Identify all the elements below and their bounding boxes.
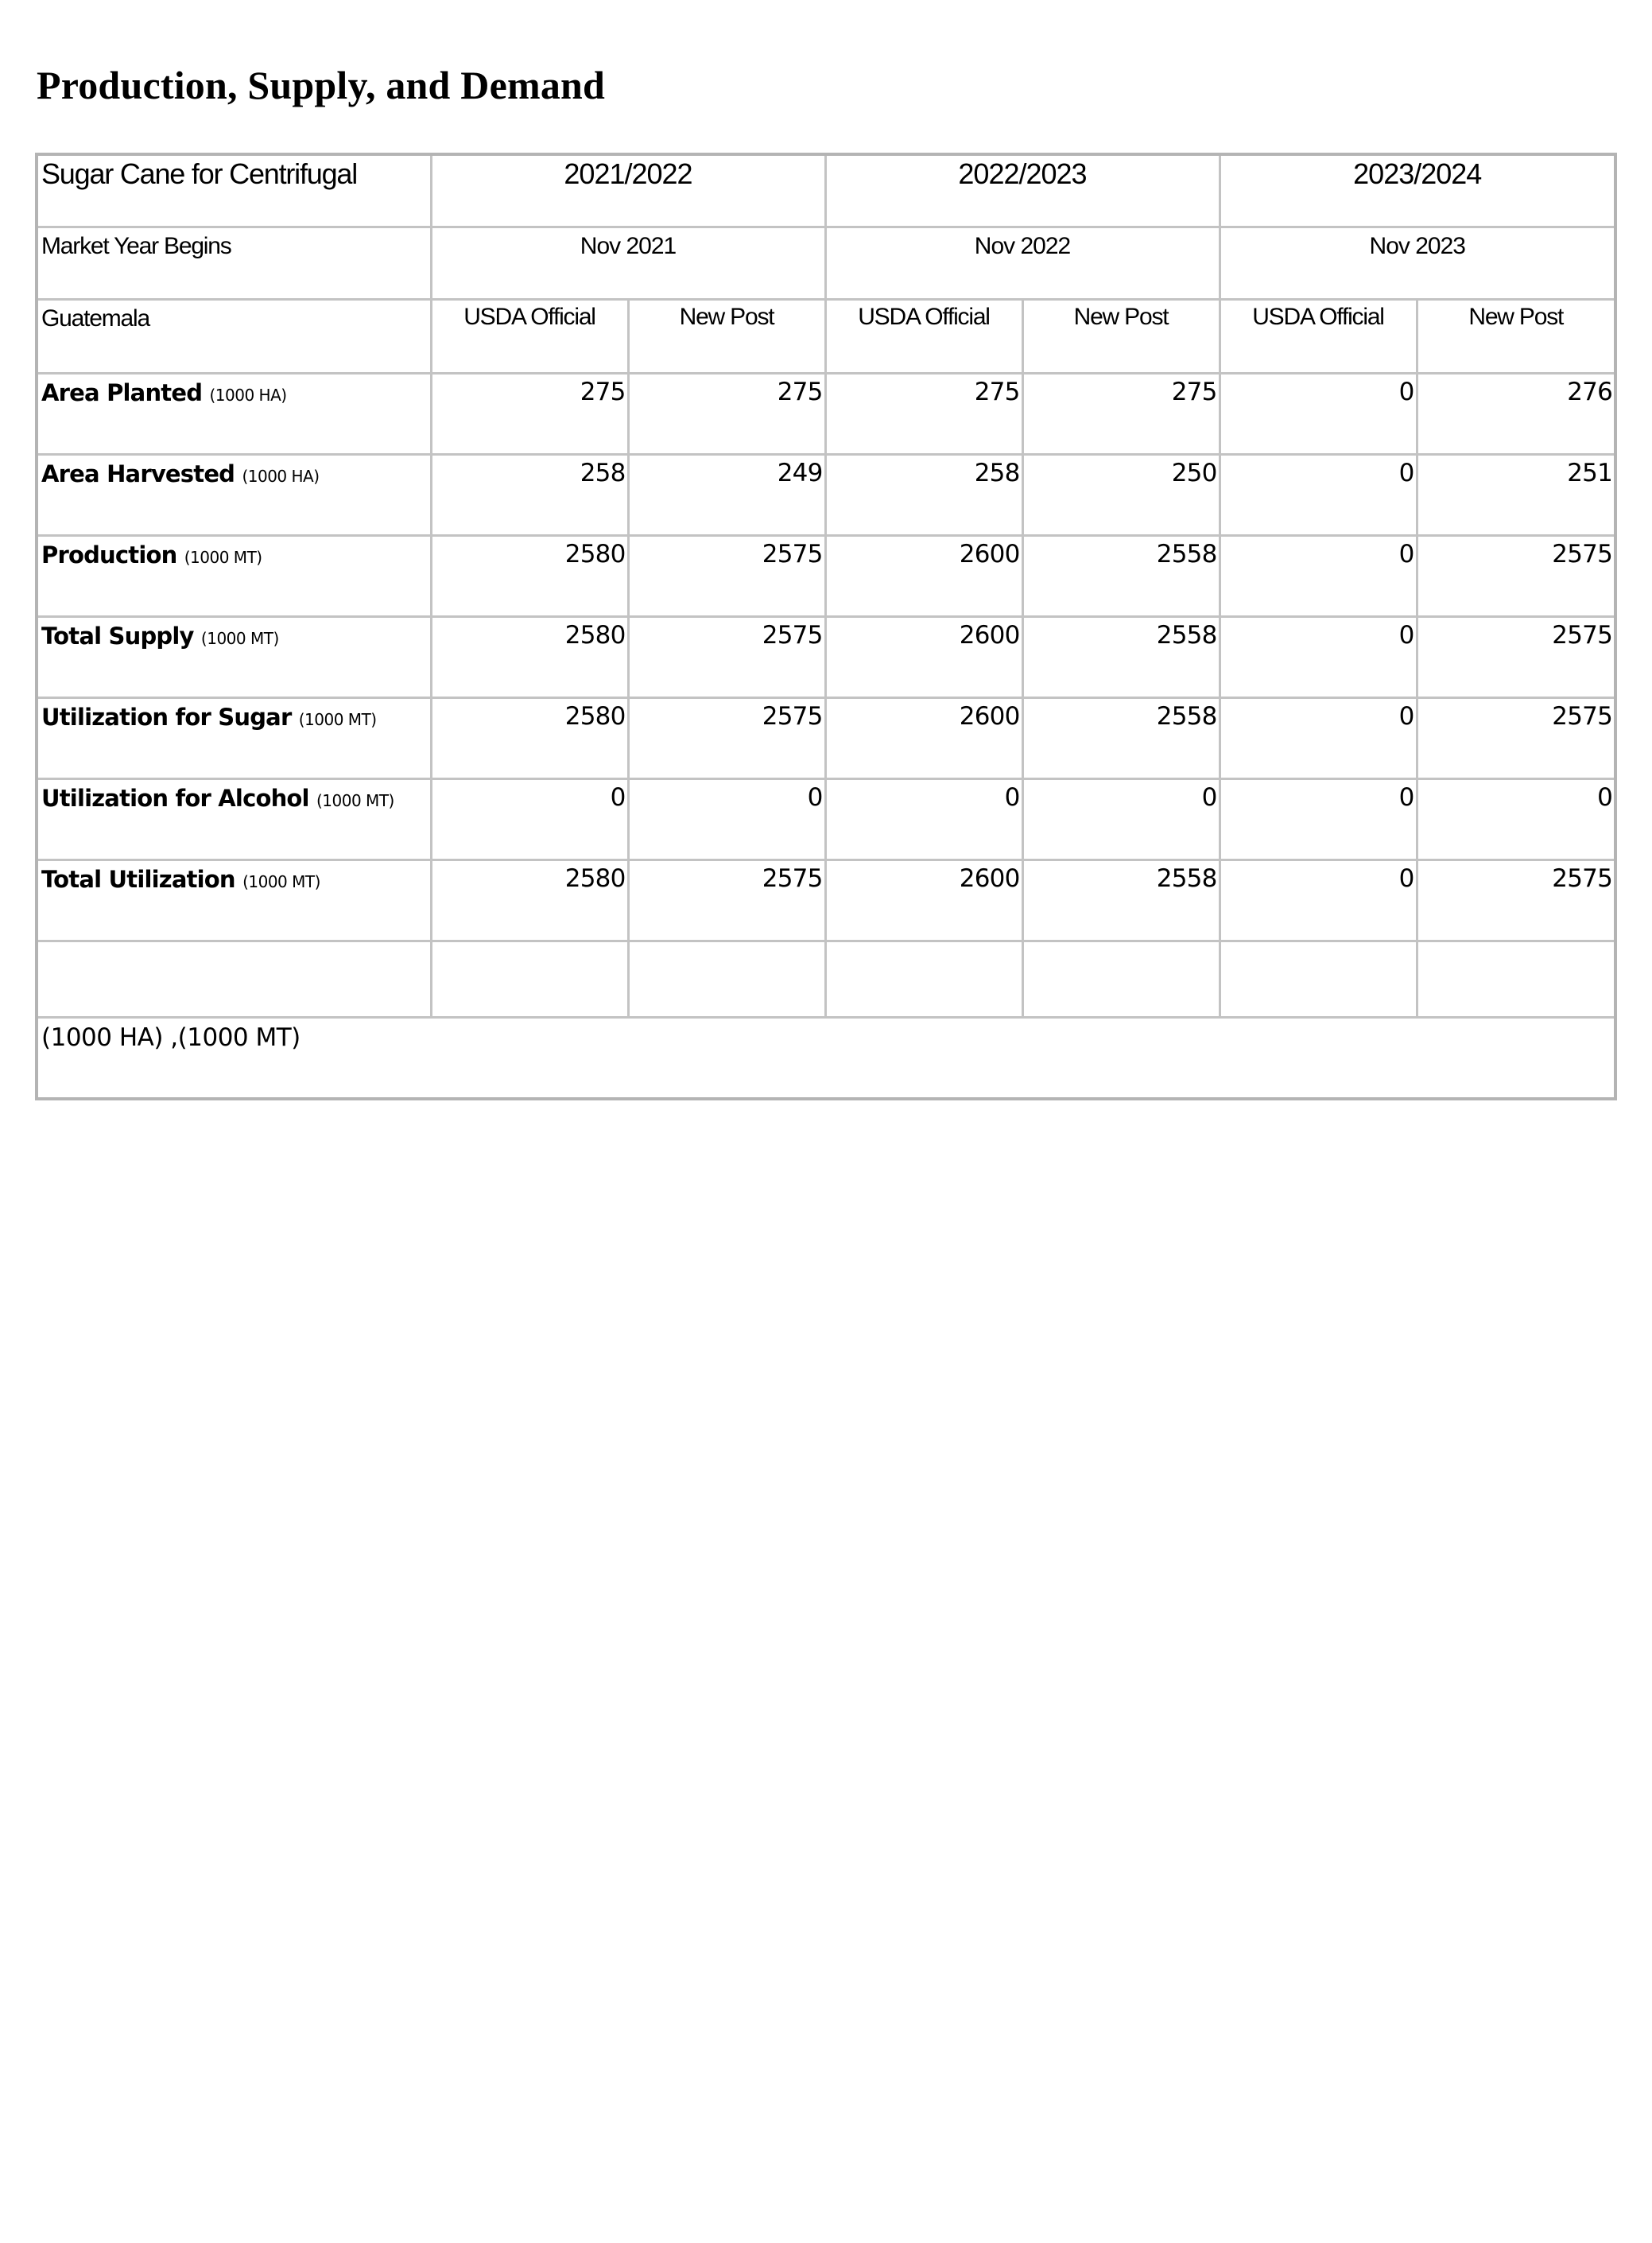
value-cell: 276 xyxy=(1417,374,1615,455)
attribute-name: Utilization for Sugar xyxy=(41,704,292,731)
value-cell: 2575 xyxy=(628,536,825,617)
value-cell: 0 xyxy=(825,779,1022,860)
value-cell: 2558 xyxy=(1022,698,1220,779)
value-cell: 0 xyxy=(1220,536,1417,617)
market-year-begins: Nov 2021 xyxy=(431,227,825,300)
market-year-label: Market Year Begins xyxy=(37,227,431,300)
column-header: New Post xyxy=(628,300,825,374)
attribute-unit: (1000 MT) xyxy=(200,629,279,648)
value-cell: 2558 xyxy=(1022,617,1220,698)
table-row xyxy=(37,698,1615,779)
value-cell: 0 xyxy=(1220,455,1417,536)
empty-row xyxy=(37,941,1615,1018)
value-cell: 2575 xyxy=(1417,860,1615,941)
value-cell: 2575 xyxy=(1417,698,1615,779)
value-cell: 0 xyxy=(1417,779,1615,860)
value-cell: 2600 xyxy=(825,860,1022,941)
value-cell: 0 xyxy=(628,779,825,860)
empty-cell xyxy=(628,941,825,1018)
header-row-market-year xyxy=(37,227,1615,300)
value-cell: 0 xyxy=(431,779,628,860)
column-header: USDA Official xyxy=(431,300,628,374)
attribute-unit: (1000 HA) xyxy=(209,386,287,405)
table-row xyxy=(37,860,1615,941)
commodity-label: Sugar Cane for Centrifugal xyxy=(37,154,431,227)
value-cell: 2558 xyxy=(1022,860,1220,941)
attribute-cell xyxy=(37,779,431,860)
attribute-name: Utilization for Alcohol xyxy=(41,785,309,812)
attribute-unit: (1000 MT) xyxy=(184,548,262,567)
table-row xyxy=(37,536,1615,617)
value-cell: 258 xyxy=(825,455,1022,536)
value-cell: 2600 xyxy=(825,536,1022,617)
value-cell: 2575 xyxy=(1417,617,1615,698)
attribute-unit: (1000 HA) xyxy=(242,467,320,486)
header-row-columns xyxy=(37,300,1615,374)
column-header: USDA Official xyxy=(1220,300,1417,374)
value-cell: 2580 xyxy=(431,698,628,779)
attribute-cell xyxy=(37,617,431,698)
table-row xyxy=(37,617,1615,698)
value-cell: 0 xyxy=(1220,617,1417,698)
attribute-name: Total Utilization xyxy=(41,866,235,893)
value-cell: 2580 xyxy=(431,536,628,617)
market-year-begins: Nov 2023 xyxy=(1220,227,1615,300)
attribute-name: Area Harvested xyxy=(41,460,235,487)
value-cell: 2575 xyxy=(628,617,825,698)
empty-cell xyxy=(1220,941,1417,1018)
value-cell: 0 xyxy=(1022,779,1220,860)
attribute-name: Area Planted xyxy=(41,379,203,406)
value-cell: 275 xyxy=(628,374,825,455)
empty-cell xyxy=(1417,941,1615,1018)
page-title: Production, Supply, and Demand xyxy=(37,63,606,107)
value-cell: 2600 xyxy=(825,617,1022,698)
column-header: USDA Official xyxy=(825,300,1022,374)
attribute-cell xyxy=(37,374,431,455)
table-row xyxy=(37,779,1615,860)
attribute-name: Total Supply xyxy=(41,623,194,650)
value-cell: 2575 xyxy=(1417,536,1615,617)
value-cell: 2580 xyxy=(431,617,628,698)
value-cell: 250 xyxy=(1022,455,1220,536)
value-cell: 0 xyxy=(1220,860,1417,941)
value-cell: 275 xyxy=(431,374,628,455)
value-cell: 275 xyxy=(1022,374,1220,455)
value-cell: 2558 xyxy=(1022,536,1220,617)
header-row-years xyxy=(37,154,1615,227)
attribute-cell xyxy=(37,698,431,779)
empty-cell xyxy=(825,941,1022,1018)
column-header: New Post xyxy=(1022,300,1220,374)
attribute-unit: (1000 MT) xyxy=(242,872,320,891)
value-cell: 0 xyxy=(1220,698,1417,779)
value-cell: 258 xyxy=(431,455,628,536)
psd-table xyxy=(35,153,1617,1100)
value-cell: 0 xyxy=(1220,779,1417,860)
units-footnote: (1000 HA) ,(1000 MT) xyxy=(37,1018,1615,1100)
value-cell: 0 xyxy=(1220,374,1417,455)
table-row xyxy=(37,374,1615,455)
empty-cell xyxy=(431,941,628,1018)
value-cell: 2575 xyxy=(628,698,825,779)
empty-cell xyxy=(37,941,431,1018)
attribute-cell xyxy=(37,860,431,941)
value-cell: 249 xyxy=(628,455,825,536)
attribute-cell xyxy=(37,455,431,536)
empty-cell xyxy=(1022,941,1220,1018)
value-cell: 2575 xyxy=(628,860,825,941)
attribute-cell xyxy=(37,536,431,617)
footnote-row xyxy=(37,1018,1615,1100)
column-header: New Post xyxy=(1417,300,1615,374)
table-row xyxy=(37,455,1615,536)
year-header: 2021/2022 xyxy=(431,154,825,227)
country-label: Guatemala xyxy=(37,300,431,374)
value-cell: 2600 xyxy=(825,698,1022,779)
attribute-unit: (1000 MT) xyxy=(316,791,394,810)
value-cell: 275 xyxy=(825,374,1022,455)
year-header: 2022/2023 xyxy=(825,154,1220,227)
attribute-name: Production xyxy=(41,541,177,569)
attribute-unit: (1000 MT) xyxy=(298,710,377,729)
value-cell: 251 xyxy=(1417,455,1615,536)
market-year-begins: Nov 2022 xyxy=(825,227,1220,300)
year-header: 2023/2024 xyxy=(1220,154,1615,227)
value-cell: 2580 xyxy=(431,860,628,941)
